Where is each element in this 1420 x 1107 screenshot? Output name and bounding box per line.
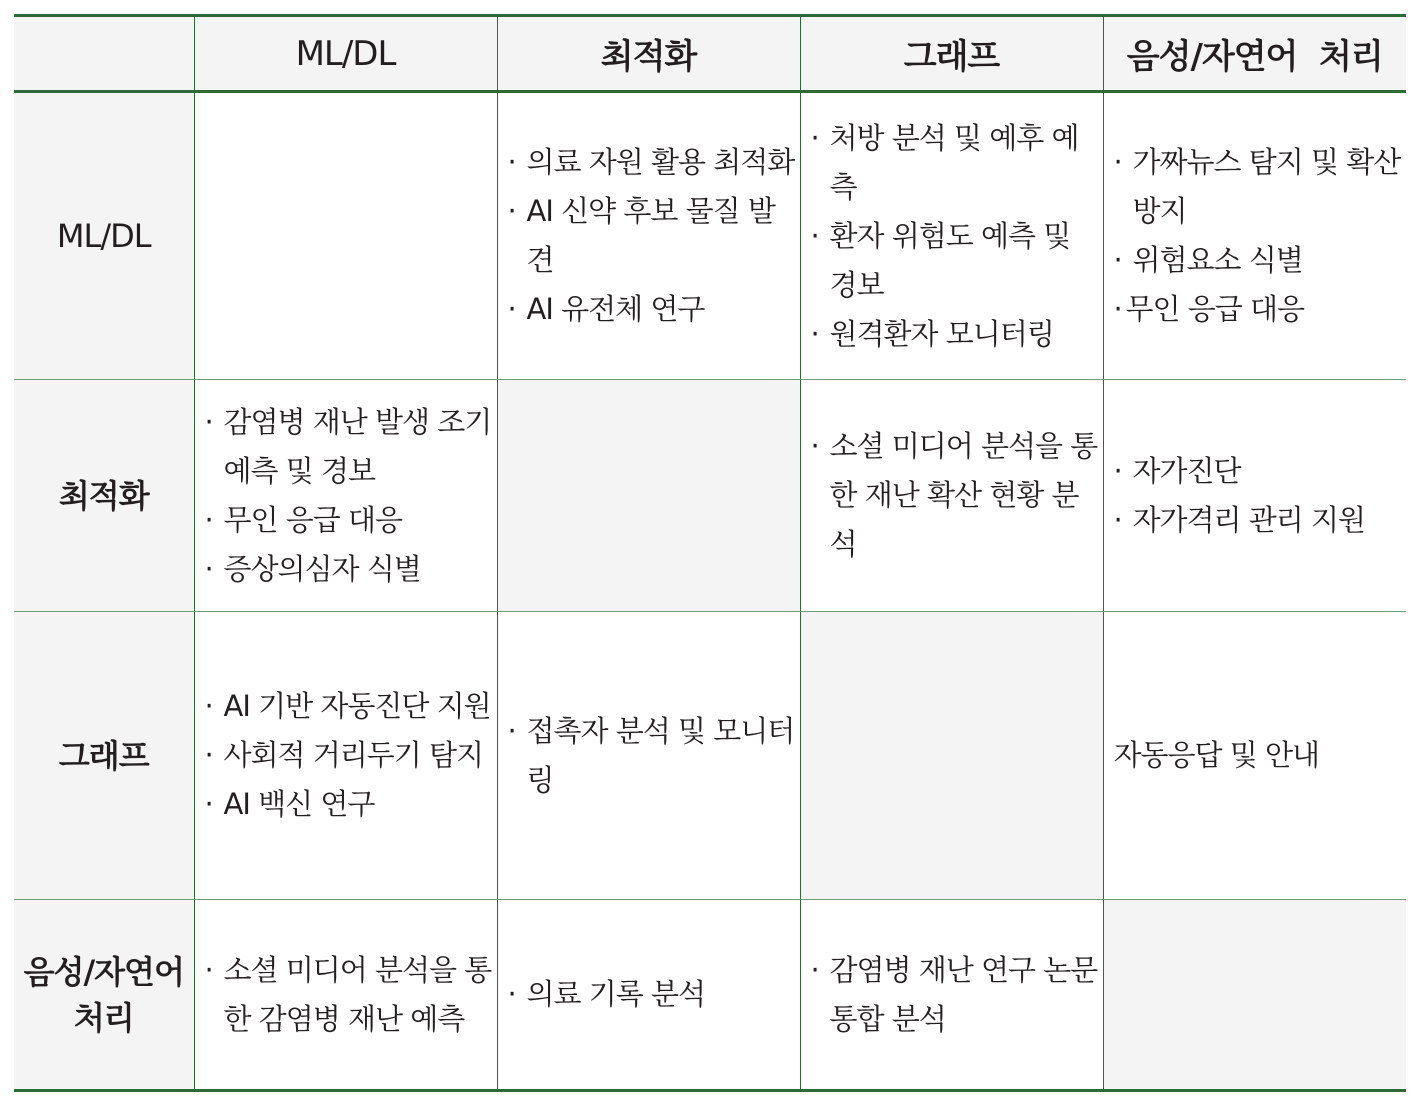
table-cell (194, 612, 497, 900)
cell-empty (497, 380, 800, 612)
row-header-graph: 그래프 (14, 612, 194, 900)
list-item: · 가짜뉴스 탐지 및 확산방지 (1114, 138, 1407, 236)
table-cell (497, 92, 800, 380)
cell-list (811, 422, 1103, 569)
table-row (14, 380, 1406, 612)
list-item: · AI 신약 후보 물질 발견 (508, 187, 800, 285)
list-item: · 무인 응급 대응 (1114, 285, 1407, 334)
table-row (14, 900, 1406, 1091)
list-item: · 사회적 거리두기 탐지 (205, 731, 497, 780)
cell-list (1114, 138, 1407, 334)
table-cell (1103, 612, 1406, 900)
list-item: · 소셜 미디어 분석을 통한 감염병 재난 예측 (205, 946, 497, 1044)
column-header-ml-dl: ML/DL (194, 16, 497, 92)
table-row (14, 92, 1406, 380)
cell-list (811, 946, 1103, 1044)
list-item: · 처방 분석 및 예후 예측 (811, 114, 1103, 212)
list-item: 자동응답 및 안내 (1113, 738, 1320, 772)
list-item: · 접촉자 분석 및 모니터링 (508, 707, 800, 805)
list-item: · AI 유전체 연구 (508, 285, 800, 334)
header-row (14, 16, 1406, 92)
list-item: · 자가격리 관리 지원 (1114, 496, 1407, 545)
table-row (14, 612, 1406, 900)
row-header-optimization: 최적화 (14, 380, 194, 612)
list-item: · 자가진단 (1114, 447, 1407, 496)
cell-list (205, 682, 497, 829)
list-item: · 증상의심자 식별 (205, 545, 497, 594)
list-item: · 환자 위험도 예측 및 경보 (811, 212, 1103, 310)
row-header-speech-nlp: 음성/자연어 처리 (14, 900, 194, 1091)
cell-list (1114, 447, 1407, 545)
table-cell (194, 380, 497, 612)
list-item: · 소셜 미디어 분석을 통한 재난 확산 현황 분석 (811, 422, 1103, 569)
cell-list (205, 946, 497, 1044)
comparison-table (14, 14, 1406, 1092)
column-header-optimization: 최적화 (497, 16, 800, 92)
cell-list (508, 138, 800, 334)
table-cell (497, 900, 800, 1091)
table-cell (800, 92, 1103, 380)
cell-list (508, 970, 800, 1019)
list-item: · 위험요소 식별 (1114, 236, 1407, 285)
column-header-graph: 그래프 (800, 16, 1103, 92)
list-item: · 원격환자 모니터링 (811, 310, 1103, 359)
table-cell (497, 612, 800, 900)
table-cell (800, 380, 1103, 612)
table-cell (1103, 92, 1406, 380)
cell-list (205, 398, 497, 594)
list-item: · 의료 기록 분석 (508, 970, 800, 1019)
table-cell (1103, 380, 1406, 612)
list-item: · 감염병 재난 연구 논문 통합 분석 (811, 946, 1103, 1044)
cell-list (811, 114, 1103, 359)
cell-empty (800, 612, 1103, 900)
list-item: · 감염병 재난 발생 조기 예측 및 경보 (205, 398, 497, 496)
cell-empty (194, 92, 497, 380)
column-header-speech-nlp: 음성/자연어 처리 (1103, 16, 1406, 92)
table-cell (800, 900, 1103, 1091)
row-header-ml-dl: ML/DL (14, 92, 194, 380)
list-item: · 의료 자원 활용 최적화 (508, 138, 800, 187)
cell-list (508, 707, 800, 805)
table-cell (194, 900, 497, 1091)
cell-empty (1103, 900, 1406, 1091)
list-item: · AI 백신 연구 (205, 780, 497, 829)
corner-cell (14, 16, 194, 92)
list-item: · 무인 응급 대응 (205, 496, 497, 545)
list-item: · AI 기반 자동진단 지원 (205, 682, 497, 731)
cell-list (1114, 731, 1407, 780)
